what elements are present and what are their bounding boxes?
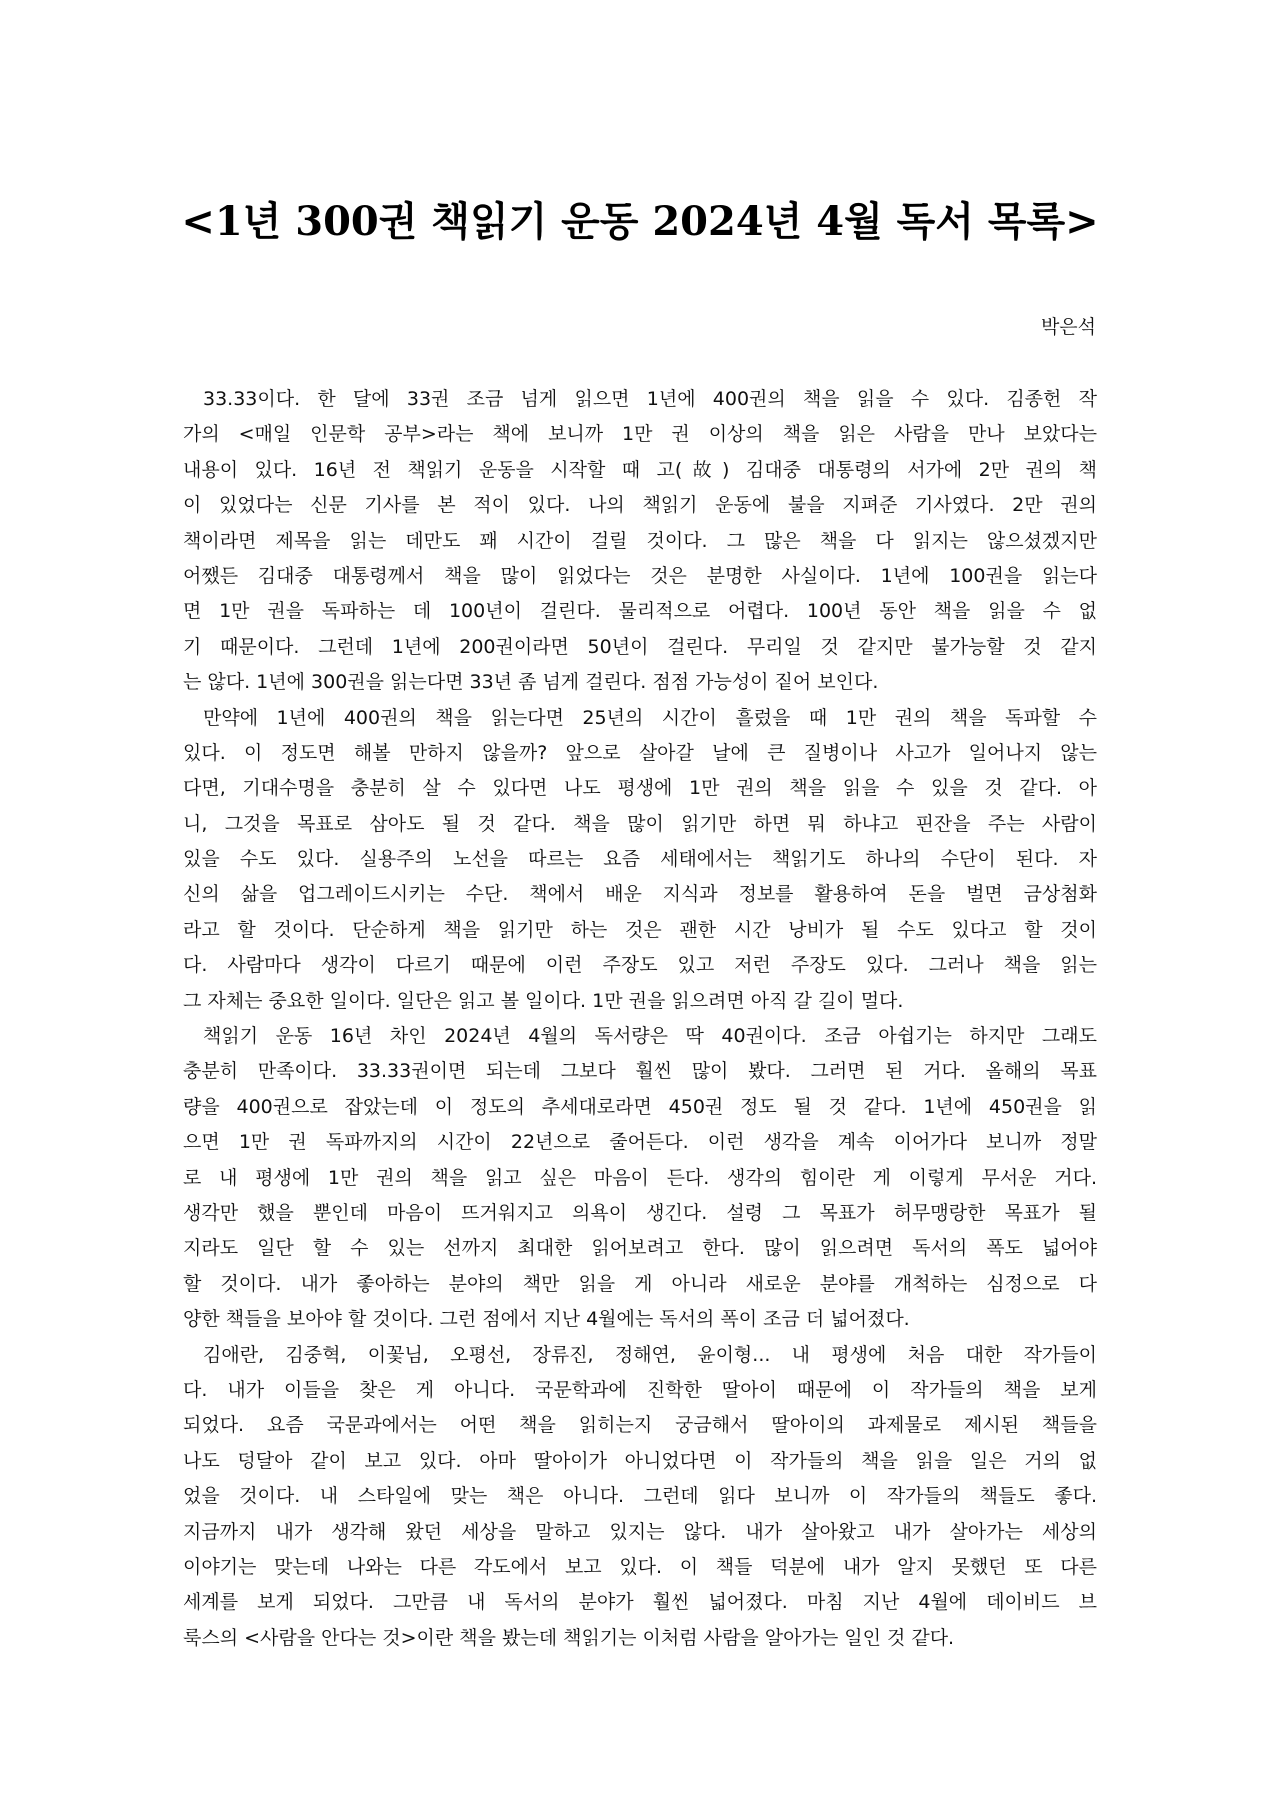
paragraph-line: 있다. 이 정도면 해볼 만하지 않을까? 앞으로 살아갈 날에 큰 질병이나 사고가 일어나지 않는 <box>183 741 1097 764</box>
paragraph-line: 나도 덩달아 같이 보고 있다. 아마 딸아이가 아니었다면 이 작가들의 책을 읽을 일은 거의 없 <box>183 1449 1097 1472</box>
paragraph-line: 어쨌든 김대중 대통령께서 책을 많이 읽었다는 것은 분명한 사실이다. 1년에 100권을 읽는다 <box>183 564 1097 587</box>
paragraph <box>183 1338 1097 1657</box>
paragraph-line: 지라도 일단 할 수 있는 선까지 최대한 읽어보려고 한다. 많이 읽으려면 독서의 폭도 넓어야 <box>183 1237 1097 1260</box>
paragraph-line: 만약에 1년에 400권의 책을 읽는다면 25년의 시간이 흘렀을 때 1만 권의 책을 독파할 수 <box>203 706 1097 729</box>
paragraph-line: 가의 <매일 인문학 공부>라는 책에 보니까 1만 권 이상의 책을 읽은 사람을 만나 보았다는 <box>183 423 1097 446</box>
paragraph-line: 으면 1만 권 독파까지의 시간이 22년으로 줄어든다. 이런 생각을 계속 이어가다 보니까 정말 <box>183 1131 1097 1154</box>
paragraph-line: 책이라면 제목을 읽는 데만도 꽤 시간이 걸릴 것이다. 그 많은 책을 다 읽지는 않으셨겠지만 <box>183 529 1097 552</box>
paragraph <box>183 701 1097 1020</box>
paragraph-line: 되었다. 요즘 국문과에서는 어떤 책을 읽히는지 궁금해서 딸아이의 과제물로 제시된 책들을 <box>183 1414 1097 1437</box>
paragraph-line: 내용이 있다. 16년 전 책읽기 운동을 시작할 때 고(故) 김대중 대통령의 서가에 2만 권의 책 <box>183 458 1097 481</box>
paragraph-line: 로 내 평생에 1만 권의 책을 읽고 싶은 마음이 든다. 생각의 힘이란 게 이렇게 무서운 거다. <box>183 1166 1097 1189</box>
paragraph-line: 니, 그것을 목표로 삼아도 될 것 같다. 책을 많이 읽기만 하면 뭐 하냐고 핀잔을 주는 사람이 <box>183 812 1097 835</box>
paragraph-line: 는 않다. 1년에 300권을 읽는다면 33년 좀 넘게 걸린다. 점점 가능성이 짙어 보인다. <box>183 671 879 694</box>
paragraph <box>183 382 1097 701</box>
paragraph-line: 책읽기 운동 16년 차인 2024년 4월의 독서량은 딱 40권이다. 조금 아쉽기는 하지만 그래도 <box>203 1025 1097 1048</box>
paragraph-line: 33.33이다. 한 달에 33권 조금 넘게 읽으면 1년에 400권의 책을 읽을 수 있다. 김종헌 작 <box>203 388 1097 410</box>
document-author: 박은석 <box>1040 316 1096 338</box>
paragraph-line: 면 1만 권을 독파하는 데 100년이 걸린다. 물리적으로 어렵다. 100년 동안 책을 읽을 수 없 <box>183 600 1097 623</box>
paragraph-line: 다. 내가 이들을 찾은 게 아니다. 국문학과에 진학한 딸아이 때문에 이 작가들의 책을 보게 <box>183 1378 1097 1401</box>
paragraph-line: 김애란, 김중혁, 이꽃님, 오평선, 장류진, 정해연, 윤이형... 내 평생에 처음 대한 작가들이 <box>203 1343 1097 1366</box>
paragraph-line: 할 것이다. 내가 좋아하는 분야의 책만 읽을 게 아니라 새로운 분야를 개척하는 심정으로 다 <box>183 1272 1097 1295</box>
paragraph-line: 충분히 만족이다. 33.33권이면 되는데 그보다 훨씬 많이 봤다. 그러면 된 거다. 올해의 목표 <box>183 1060 1097 1083</box>
document-body <box>183 382 1097 1656</box>
paragraph-line: 양한 책들을 보아야 할 것이다. 그런 점에서 지난 4월에는 독서의 폭이 조금 더 넓어졌다. <box>183 1308 910 1331</box>
paragraph <box>183 1019 1097 1338</box>
paragraph-line: 다면, 기대수명을 충분히 살 수 있다면 나도 평생에 1만 권의 책을 읽을 수 있을 것 같다. 아 <box>183 777 1097 800</box>
paragraph-line: 라고 할 것이다. 단순하게 책을 읽기만 하는 것은 괜한 시간 낭비가 될 수도 있다고 할 것이 <box>183 918 1097 941</box>
paragraph-line: 생각만 했을 뿐인데 마음이 뜨거워지고 의욕이 생긴다. 설령 그 목표가 허무맹랑한 목표가 될 <box>183 1201 1097 1224</box>
paragraph-line: 있을 수도 있다. 실용주의 노선을 따르는 요즘 세태에서는 책읽기도 하나의 수단이 된다. 자 <box>183 848 1097 871</box>
paragraph-line: 이야기는 맞는데 나와는 다른 각도에서 보고 있다. 이 책들 덕분에 내가 알지 못했던 또 다른 <box>183 1555 1097 1578</box>
paragraph-line: 량을 400권으로 잡았는데 이 정도의 추세대로라면 450권 정도 될 것 같다. 1년에 450권을 읽 <box>183 1095 1097 1118</box>
paragraph-line: 신의 삶을 업그레이드시키는 수단. 책에서 배운 지식과 정보를 활용하여 돈을 벌면 금상첨화 <box>183 883 1097 906</box>
paragraph-line: 룩스의 <사람을 안다는 것>이란 책을 봤는데 책읽기는 이처럼 사람을 알아가는 일인 것 같다. <box>183 1626 955 1649</box>
paragraph-line: 다. 사람마다 생각이 다르기 때문에 이런 주장도 있고 저런 주장도 있다. 그러나 책을 읽는 <box>183 954 1097 977</box>
paragraph-line: 었을 것이다. 내 스타일에 맞는 책은 아니다. 그런데 읽다 보니까 이 작가들의 책들도 좋다. <box>183 1485 1097 1508</box>
paragraph-line: 지금까지 내가 생각해 왔던 세상을 말하고 있지는 않다. 내가 살아왔고 내가 살아가는 세상의 <box>183 1520 1097 1543</box>
paragraph-line: 기 때문이다. 그런데 1년에 200권이라면 50년이 걸린다. 무리일 것 같지만 불가능할 것 같지 <box>183 635 1097 658</box>
paragraph-line: 이 있었다는 신문 기사를 본 적이 있다. 나의 책읽기 운동에 불을 지펴준 기사였다. 2만 권의 <box>183 494 1097 517</box>
paragraph-line: 세계를 보게 되었다. 그만큼 내 독서의 분야가 훨씬 넓어졌다. 마침 지난 4월에 데이비드 브 <box>183 1591 1097 1614</box>
document-title: <1년 300권 책읽기 운동 2024년 4월 독서 목록> <box>181 198 1099 245</box>
paragraph-line: 그 자체는 중요한 일이다. 일단은 읽고 볼 일이다. 1만 권을 읽으려면 아직 갈 길이 멀다. <box>183 989 904 1012</box>
